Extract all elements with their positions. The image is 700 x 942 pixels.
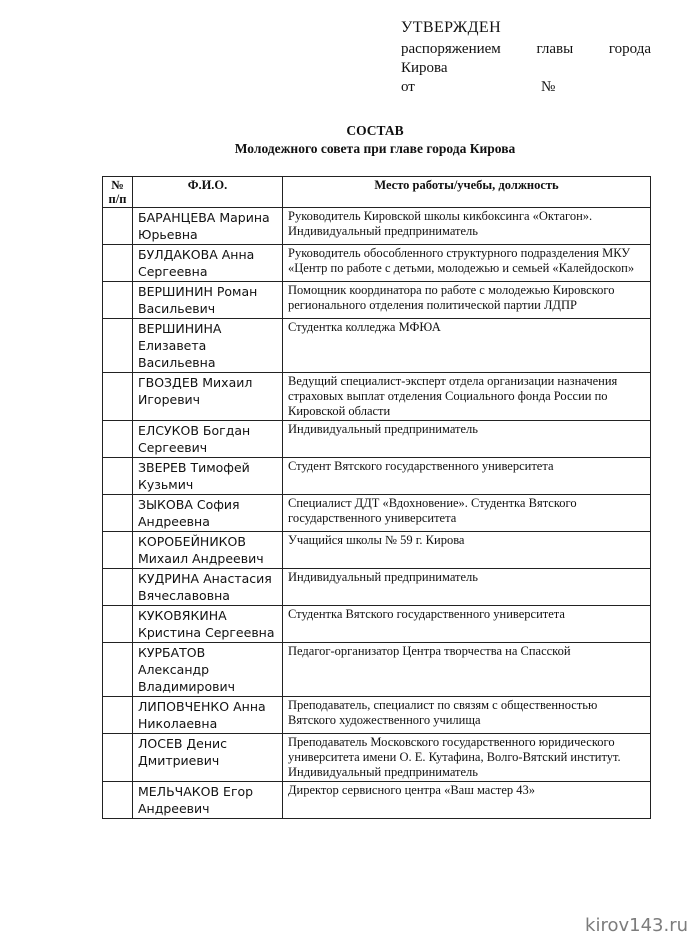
member-workplace: Индивидуальный предприниматель xyxy=(283,569,651,606)
row-number xyxy=(103,782,133,819)
table-row xyxy=(103,734,651,782)
member-workplace: Студентка Вятского государственного университета xyxy=(283,606,651,643)
member-name: ВЕРШИНИНА Елизавета Васильевна xyxy=(133,319,283,373)
row-number xyxy=(103,734,133,782)
member-name: ЛИПОВЧЕНКО Анна Николаевна xyxy=(133,697,283,734)
approval-line-3 xyxy=(401,78,651,97)
member-name: ЗВЕРЕВ Тимофей Кузьмич xyxy=(133,458,283,495)
approval-title: УТВЕРЖДЕН xyxy=(401,19,502,36)
row-number xyxy=(103,532,133,569)
table-row xyxy=(103,495,651,532)
table-row xyxy=(103,569,651,606)
table-row xyxy=(103,606,651,643)
table-row xyxy=(103,421,651,458)
row-number xyxy=(103,421,133,458)
approval-word-city: города xyxy=(608,41,651,57)
members-table xyxy=(102,176,651,819)
header-number: № п/п xyxy=(103,177,133,208)
approval-word-head: главы xyxy=(536,41,574,57)
member-name: ЕЛСУКОВ Богдан Сергеевич xyxy=(133,421,283,458)
member-name: БАРАНЦЕВА Марина Юрьевна xyxy=(133,208,283,245)
row-number xyxy=(103,282,133,319)
document-heading xyxy=(0,122,700,158)
member-workplace: Помощник координатора по работе с молодежью Кировского регионального отделения политической партии ЛДПР xyxy=(283,282,651,319)
table-header-row xyxy=(103,177,651,208)
member-workplace: Преподаватель, специалист по связям с общественностью Вятского художественного училища xyxy=(283,697,651,734)
row-number xyxy=(103,495,133,532)
member-workplace: Руководитель Кировской школы кикбоксинга «Октагон». Индивидуальный предприниматель xyxy=(283,208,651,245)
row-number xyxy=(103,245,133,282)
member-name: КУРБАТОВ Александр Владимирович xyxy=(133,643,283,697)
member-workplace: Руководитель обособленного структурного подразделения МКУ «Центр по работе с детьми, молодежью и семьей «Калейдоскоп» xyxy=(283,245,651,282)
member-workplace: Специалист ДДТ «Вдохновение». Студентка Вятского государственного университета xyxy=(283,495,651,532)
approval-number-label: № xyxy=(541,79,556,95)
table-body xyxy=(103,208,651,819)
member-name: ГВОЗДЕВ Михаил Игоревич xyxy=(133,373,283,421)
approval-date-label: от xyxy=(401,79,415,95)
member-name: КУКОВЯКИНА Кристина Сергеевна xyxy=(133,606,283,643)
table-row xyxy=(103,245,651,282)
row-number xyxy=(103,697,133,734)
approval-line-2: Кирова xyxy=(401,60,448,76)
member-name: МЕЛЬЧАКОВ Егор Андреевич xyxy=(133,782,283,819)
row-number xyxy=(103,458,133,495)
table-row xyxy=(103,458,651,495)
row-number xyxy=(103,569,133,606)
table-row xyxy=(103,532,651,569)
row-number xyxy=(103,643,133,697)
member-name: ВЕРШИНИН Роман Васильевич xyxy=(133,282,283,319)
approval-block xyxy=(401,18,651,97)
approval-line-1 xyxy=(401,40,651,59)
watermark: kirov143.ru xyxy=(585,915,688,936)
header-place: Место работы/учебы, должность xyxy=(283,177,651,208)
member-workplace: Педагог-организатор Центра творчества на Спасской xyxy=(283,643,651,697)
heading-title: СОСТАВ xyxy=(346,123,404,138)
header-name: Ф.И.О. xyxy=(133,177,283,208)
member-name: ЛОСЕВ Денис Дмитриевич xyxy=(133,734,283,782)
table-row xyxy=(103,319,651,373)
table-row xyxy=(103,282,651,319)
table-row xyxy=(103,697,651,734)
table-row xyxy=(103,208,651,245)
table-row xyxy=(103,643,651,697)
member-workplace: Студентка колледжа МФЮА xyxy=(283,319,651,373)
member-workplace: Студент Вятского государственного университета xyxy=(283,458,651,495)
member-name: БУЛДАКОВА Анна Сергеевна xyxy=(133,245,283,282)
heading-subtitle: Молодежного совета при главе города Кирова xyxy=(234,141,516,156)
row-number xyxy=(103,319,133,373)
member-workplace: Индивидуальный предприниматель xyxy=(283,421,651,458)
row-number xyxy=(103,373,133,421)
member-workplace: Директор сервисного центра «Ваш мастер 43» xyxy=(283,782,651,819)
member-name: КУДРИНА Анастасия Вячеславовна xyxy=(133,569,283,606)
member-workplace: Преподаватель Московского государственного юридического университета имени О. Е. Кутафина, Волго-Вятский институт. Индивидуальный предприниматель xyxy=(283,734,651,782)
table-row xyxy=(103,782,651,819)
row-number xyxy=(103,606,133,643)
member-workplace: Учащийся школы № 59 г. Кирова xyxy=(283,532,651,569)
member-name: ЗЫКОВА София Андреевна xyxy=(133,495,283,532)
table-row xyxy=(103,373,651,421)
member-workplace: Ведущий специалист-эксперт отдела организации назначения страховых выплат отделения Социального фонда России по Кировской области xyxy=(283,373,651,421)
approval-word-order: распоряжением xyxy=(401,41,501,57)
member-name: КОРОБЕЙНИКОВ Михаил Андреевич xyxy=(133,532,283,569)
row-number xyxy=(103,208,133,245)
